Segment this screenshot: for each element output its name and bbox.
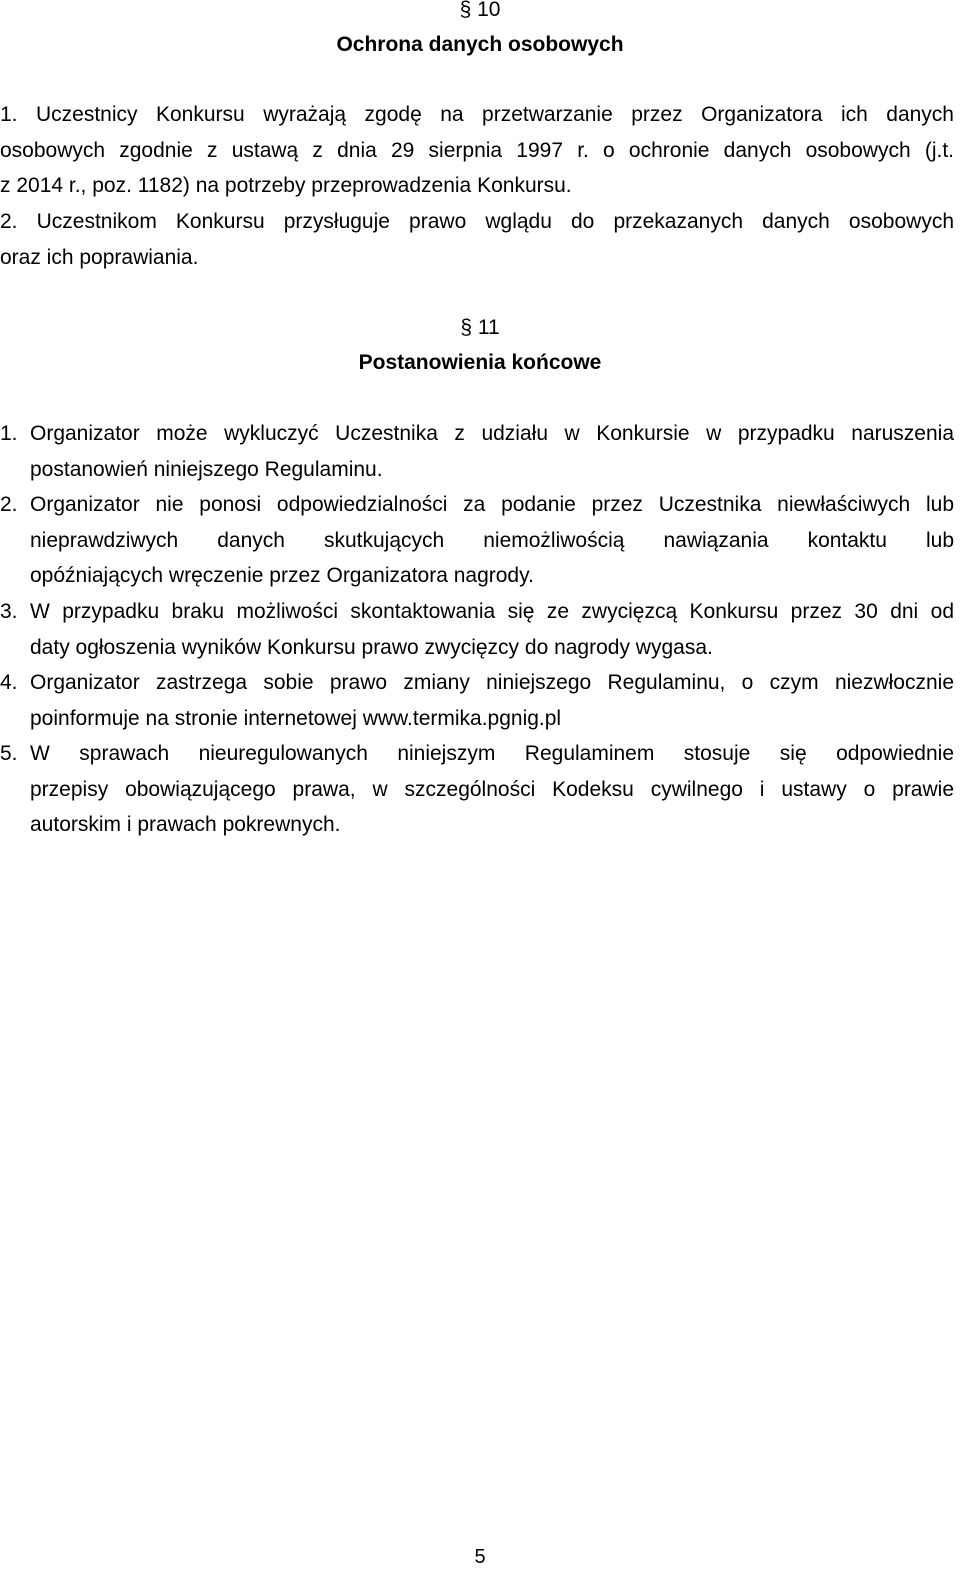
section-11-item-2-line-3: opóźniających wręczenie przez Organizatora nagrody. xyxy=(30,564,534,587)
section-11-item-3 xyxy=(0,594,954,665)
section-11-title: Postanowienia końcowe xyxy=(358,351,602,374)
section-10-item-2-text-1: Uczestnikom Konkursu przysługuje prawo wglądu do przekazanych danych osobowych xyxy=(36,210,954,233)
section-11-item-4-line-2: poinformuje na stronie internetowej www.termika.pgnig.pl xyxy=(30,706,562,730)
section-11-item-3-line-1: W przypadku braku możliwości skontaktowania się ze zwycięzcą Konkursu przez 30 dni od xyxy=(30,600,954,623)
section-11-item-2-number: 2. xyxy=(0,493,18,516)
section-11-item-4-number: 4. xyxy=(0,671,18,694)
section-11-item-1-number: 1. xyxy=(0,422,18,445)
section-10-item-1 xyxy=(0,97,954,204)
section-11-item-4 xyxy=(0,665,954,736)
section-10-item-2-line-1 xyxy=(0,204,954,240)
section-11-item-3-text xyxy=(30,594,954,665)
section-10-item-1-line-3: z 2014 r., poz. 1182) na potrzeby przeprowadzenia Konkursu. xyxy=(0,174,572,197)
section-10-item-1-number: 1. xyxy=(0,103,18,126)
section-10-item-2-number: 2. xyxy=(0,210,18,233)
section-10-item-1-line-1 xyxy=(0,97,954,133)
section-10-mark: § 10 xyxy=(459,0,501,21)
section-11-item-2-line-2: nieprawdziwych danych skutkujących niemożliwością nawiązania kontaktu lub xyxy=(30,528,954,552)
section-11-item-5-text xyxy=(30,736,954,843)
section-10-item-1-line-2: osobowych zgodnie z ustawą z dnia 29 sierpnia 1997 r. o ochronie danych osobowych (j.t. xyxy=(0,138,954,162)
section-11-item-2-text xyxy=(30,487,954,594)
section-11-item-3-number: 3. xyxy=(0,600,18,623)
section-11-item-3-line-2: daty ogłoszenia wyników Konkursu prawo zwycięzcy do nagrody wygasa. xyxy=(30,635,713,659)
section-11-item-4-text xyxy=(30,665,954,736)
section-11-item-1-line-1: Organizator może wykluczyć Uczestnika z udziału w Konkursie w przypadku naruszenia xyxy=(30,422,954,445)
page-number: 5 xyxy=(474,1546,486,1568)
section-11-item-2 xyxy=(0,487,954,594)
section-11-item-5-line-2: przepisy obowiązującego prawa, w szczególności Kodeksu cywilnego i ustawy o prawie xyxy=(30,777,954,801)
section-11-item-2-line-1: Organizator nie ponosi odpowiedzialności za podanie przez Uczestnika niewłaściwych lub xyxy=(30,493,954,516)
section-11-item-1-line-2: postanowień niniejszego Regulaminu. xyxy=(30,457,383,481)
section-11-item-5-line-3: autorskim i prawach pokrewnych. xyxy=(30,813,341,836)
section-10-item-2 xyxy=(0,204,954,275)
section-11-item-4-line-1: Organizator zastrzega sobie prawo zmiany niniejszego Regulaminu, o czym niezwłocznie xyxy=(30,671,954,694)
section-10-item-1-text-1: Uczestnicy Konkursu wyrażają zgodę na przetwarzanie przez Organizatora ich danych xyxy=(36,103,954,126)
section-11-item-5-number: 5. xyxy=(0,742,18,765)
section-11-item-5-line-1: W sprawach nieuregulowanych niniejszym Regulaminem stosuje się odpowiednie xyxy=(30,742,954,765)
section-11-item-5 xyxy=(0,736,954,843)
section-11-item-1 xyxy=(0,416,954,487)
section-10-title: Ochrona danych osobowych xyxy=(336,33,624,56)
section-11-mark: § 11 xyxy=(460,316,500,339)
section-11-item-1-text xyxy=(30,416,954,487)
section-10-item-2-line-2: oraz ich poprawiania. xyxy=(0,245,199,269)
